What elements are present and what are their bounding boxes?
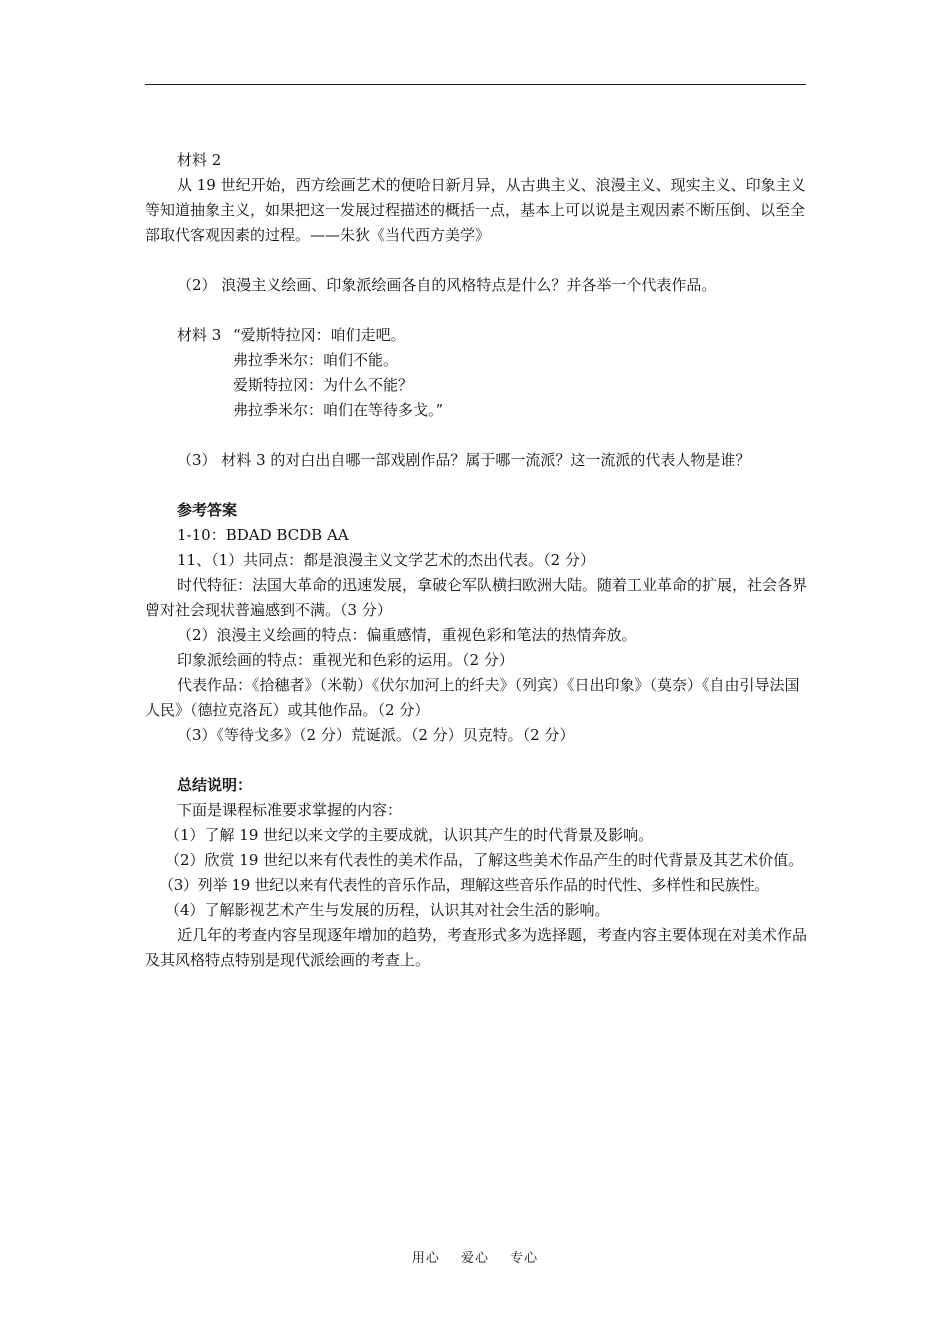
material3-label: 材料 3 (177, 326, 222, 344)
dialogue-line: 弗拉季米尔：咱们不能。 (233, 351, 399, 369)
document-body (145, 148, 810, 973)
material3-first-line (145, 323, 810, 348)
material2-label: 材料 2 (177, 151, 222, 169)
answer-line: 11、（1）共同点：都是浪漫主义文学艺术的杰出代表。（2 分） (177, 551, 595, 569)
answer-line: （2）浪漫主义绘画的特点：偏重感情，重视色彩和笔法的热情奔放。 (177, 626, 637, 644)
footer-text: 专心 (510, 1251, 539, 1266)
footer-text: 爱心 (460, 1251, 489, 1266)
summary-item: （4）了解影视艺术产生与发展的历程，认识其对社会生活的影响。 (165, 901, 610, 919)
question-3: （3） 材料 3 的对白出自哪一部戏剧作品？属于哪一流派？这一流派的代表人物是谁？ (177, 451, 751, 469)
summary-item: （1）了解 19 世纪以来文学的主要成就，认识其产生的时代背景及影响。 (165, 826, 654, 844)
summary-conclusion: 近几年的考查内容呈现逐年增加的趋势，考查形式多为选择题，考查内容主要体现在对美术作品及其风格特点特别是现代派绘画的考查上。 (145, 926, 808, 969)
answer-line: 1-10：BDAD BCDB AA (177, 526, 349, 544)
question-2: （2） 浪漫主义绘画、印象派绘画各自的风格特点是什么？并各举一个代表作品。 (177, 276, 717, 294)
dialogue-line: “爱斯特拉冈：咱们走吧。 (233, 326, 406, 344)
summary-item: （2）欣赏 19 世纪以来有代表性的美术作品，了解这些美术作品产生的时代背景及其艺术价值。 (165, 851, 804, 869)
answer-line: 时代特征：法国大革命的迅速发展，拿破仑军队横扫欧洲大陆。随着工业革命的扩展，社会各界曾对社会现状普遍感到不满。（3 分） (145, 576, 808, 619)
material2-text: 从 19 世纪开始，西方绘画艺术的便哈日新月异，从古典主义、浪漫主义、现实主义、印象主义等知道抽象主义，如果把这一发展过程描述的概括一点，基本上可以说是主观因素不断压倒、以至全部取代客观因素的过程。——朱狄《当代西方美学》 (145, 176, 806, 244)
answers-heading: 参考答案 (177, 501, 238, 519)
dialogue-line: 弗拉季米尔：咱们在等待多戈。” (233, 401, 444, 419)
footer-text: 用心 (411, 1251, 440, 1266)
header-rule (145, 84, 806, 85)
answer-line: 代表作品：《拾穗者》（米勒）《伏尔加河上的纤夫》（列宾）《日出印象》（莫奈）《自由引导法国人民》（德拉克洛瓦）或其他作品。（2 分） (145, 676, 800, 719)
summary-item: （3）列举 19 世纪以来有代表性的音乐作品，理解这些音乐作品的时代性、多样性和民族性。 (159, 876, 769, 894)
answer-line: （3）《等待戈多》（2 分）荒诞派。（2 分）贝克特。（2 分） (177, 726, 575, 744)
answer-line: 印象派绘画的特点：重视光和色彩的运用。（2 分） (177, 651, 514, 669)
page-footer (0, 1247, 950, 1266)
summary-heading: 总结说明： (177, 776, 253, 794)
summary-intro: 下面是课程标准要求掌握的内容： (177, 801, 403, 819)
dialogue-line: 爱斯特拉冈：为什么不能？ (233, 376, 414, 394)
